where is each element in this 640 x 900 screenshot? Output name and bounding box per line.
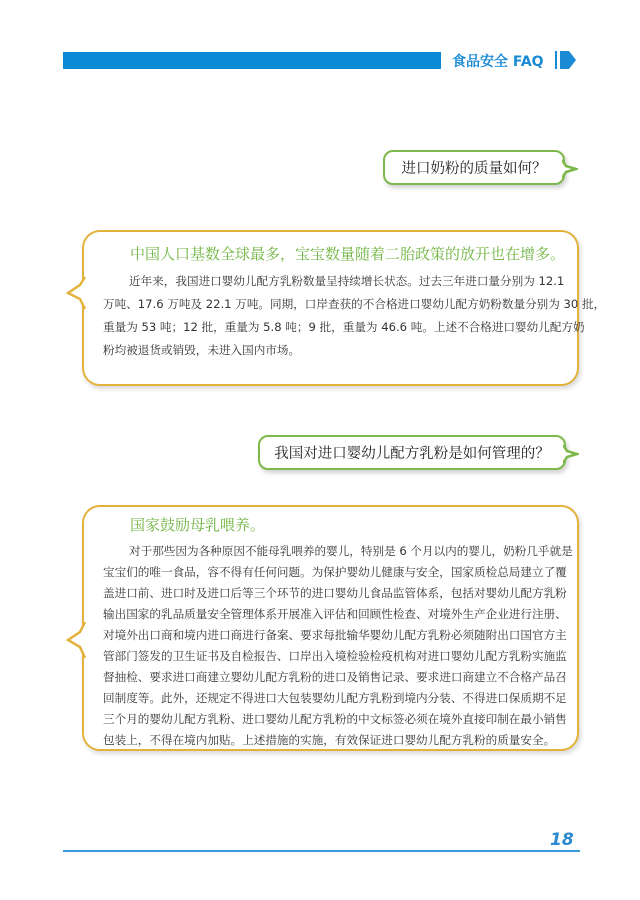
- header-title: 食品安全 FAQ: [452, 54, 544, 70]
- answer-heading: 国家鼓励母乳喂养。: [130, 516, 266, 534]
- bubble-tail: [562, 158, 578, 180]
- answer-heading: 中国人口基数全球最多，宝宝数量随着二胎政策的放开也在增多。: [130, 245, 566, 263]
- answer-line: 近年来，我国进口婴幼儿配方乳粉数量呈持续增长状态。过去三年进口量分别为 12.1: [129, 274, 565, 288]
- answer-line: 宝宝们的唯一食品，容不得有任何问题。为保护婴幼儿健康与安全，国家质检总局建立了覆: [103, 565, 567, 579]
- bubble-tail: [563, 443, 579, 465]
- question-text: 我国对进口婴幼儿配方乳粉是如何管理的？: [274, 446, 550, 462]
- answer-line: 对境外出口商和境内进口商进行备案、要求每批输华婴幼儿配方乳粉必须随附出口国官方主: [103, 628, 567, 642]
- answer-line: 回制度等。此外，还规定不得进口大包装婴幼儿配方乳粉到境内分装、不得进口保质期不足: [103, 691, 567, 705]
- answer-line: 万吨、17.6 万吨及 22.1 万吨。同期，口岸查获的不合格进口婴幼儿配方奶粉数量分别为 30 批，: [103, 297, 606, 311]
- question-bubble: [258, 435, 566, 470]
- answer-line: 包装上，不得在境内加贴。上述措施的实施，有效保证进口婴幼儿配方乳粉的质量安全。: [103, 733, 556, 747]
- answer-line: 粉均被退货或销毁，未进入国内市场。: [103, 343, 301, 357]
- answer-line: 输出国家的乳品质量安全管理体系开展准入评估和回顾性检查、对境外生产企业进行注册、: [103, 607, 567, 621]
- question-text: 进口奶粉的质量如何？: [401, 161, 547, 177]
- answer-line: 重量为 53 吨；12 批，重量为 5.8 吨；9 批，重量为 46.6 吨。上述不合格进口婴幼儿配方奶: [103, 320, 585, 334]
- answer-line: 三个月的婴幼儿配方乳粉、进口婴幼儿配方乳粉的中文标签必须在境外直接印制在最小销售: [103, 712, 567, 726]
- bubble-tail: [66, 275, 86, 311]
- arrow-tab-icon: [555, 50, 577, 70]
- answer-line: 盖进口前、进口时及进口后等三个环节的进口婴幼儿食品监管体系，包括对婴幼儿配方乳粉: [103, 586, 567, 600]
- footer-divider: [63, 850, 580, 852]
- bubble-tail: [66, 620, 86, 660]
- header-bar: [63, 52, 441, 69]
- answer-line: 督抽检、要求进口商建立婴幼儿配方乳粉的进口及销售记录、要求进口商建立不合格产品召: [103, 670, 567, 684]
- question-bubble: [383, 150, 565, 185]
- answer-line: 管部门签发的卫生证书及自检报告、口岸出入境检验检疫机构对进口婴幼儿配方乳粉实施监: [103, 649, 567, 663]
- page-number: 18: [550, 830, 574, 850]
- answer-line: 对于那些因为各种原因不能母乳喂养的婴儿，特别是 6 个月以内的婴儿，奶粉几乎就是: [129, 544, 573, 558]
